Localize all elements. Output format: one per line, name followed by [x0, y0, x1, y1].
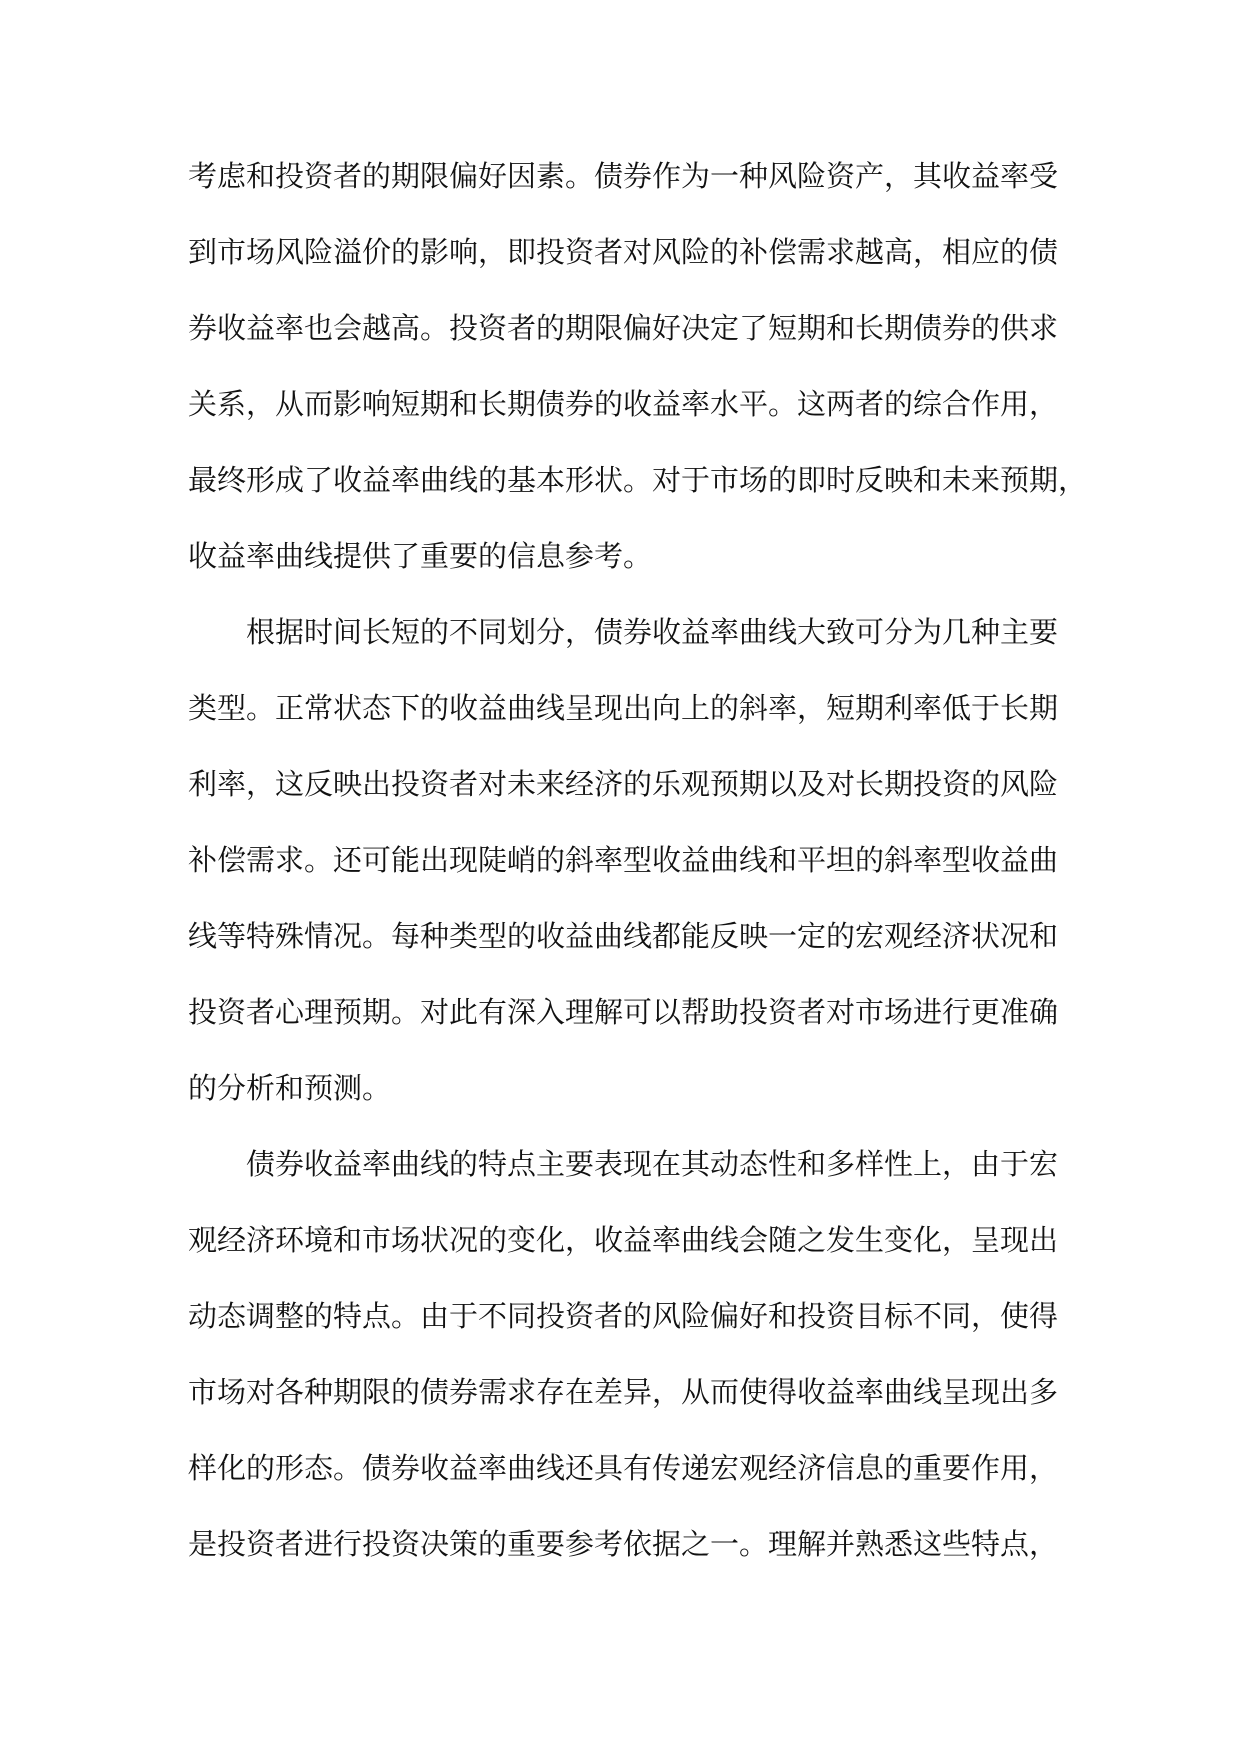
text-line: 观经济环境和市场状况的变化，收益率曲线会随之发生变化，呈现出 [188, 1223, 1059, 1257]
text-line: 类型。正常状态下的收益曲线呈现出向上的斜率，短期利率低于长期 [188, 691, 1059, 725]
text-line: 到市场风险溢价的影响，即投资者对风险的补偿需求越高，相应的债 [188, 235, 1059, 269]
text-line: 投资者心理预期。对此有深入理解可以帮助投资者对市场进行更准确 [188, 995, 1059, 1029]
text-line: 市场对各种期限的债券需求存在差异，从而使得收益率曲线呈现出多 [188, 1375, 1059, 1409]
paragraph [188, 594, 1059, 1126]
text-line: 根据时间长短的不同划分，债券收益率曲线大致可分为几种主要 [246, 615, 1059, 649]
text-line: 利率，这反映出投资者对未来经济的乐观预期以及对长期投资的风险 [188, 767, 1059, 801]
text-line: 样化的形态。债券收益率曲线还具有传递宏观经济信息的重要作用， [188, 1451, 1059, 1485]
document-body [188, 138, 1088, 1582]
text-line: 债券收益率曲线的特点主要表现在其动态性和多样性上，由于宏 [246, 1147, 1059, 1181]
paragraph [188, 138, 1088, 594]
text-line: 关系，从而影响短期和长期债券的收益率水平。这两者的综合作用， [188, 387, 1059, 421]
paragraph [188, 1126, 1059, 1582]
text-line: 的分析和预测。 [188, 1071, 392, 1105]
text-line: 补偿需求。还可能出现陡峭的斜率型收益曲线和平坦的斜率型收益曲 [188, 843, 1059, 877]
text-line: 考虑和投资者的期限偏好因素。债券作为一种风险资产，其收益率受 [188, 159, 1059, 193]
text-line: 是投资者进行投资决策的重要参考依据之一。理解并熟悉这些特点， [188, 1527, 1059, 1561]
text-line: 券收益率也会越高。投资者的期限偏好决定了短期和长期债券的供求 [188, 311, 1059, 345]
text-line: 线等特殊情况。每种类型的收益曲线都能反映一定的宏观经济状况和 [188, 919, 1059, 953]
text-line: 动态调整的特点。由于不同投资者的风险偏好和投资目标不同，使得 [188, 1299, 1059, 1333]
text-line: 最终形成了收益率曲线的基本形状。对于市场的即时反映和未来预期， [188, 463, 1088, 497]
text-line: 收益率曲线提供了重要的信息参考。 [188, 539, 653, 573]
